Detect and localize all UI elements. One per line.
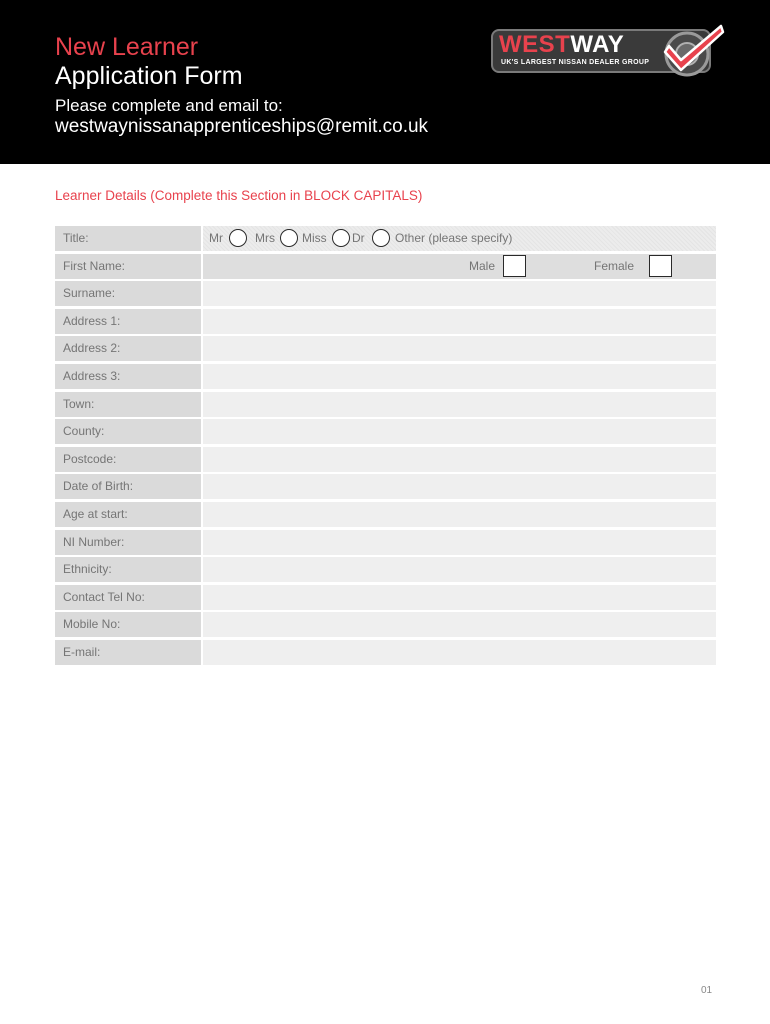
field-label: Town: [55, 392, 201, 417]
date-of-birth-field[interactable] [203, 474, 716, 499]
first-name-field[interactable] [203, 254, 716, 279]
form-title-line1: New Learner [55, 33, 199, 61]
town-field[interactable] [203, 392, 716, 417]
contact-tel-field[interactable] [203, 585, 716, 610]
submission-email: westwaynissanapprenticeships@remit.co.uk [55, 116, 429, 137]
learner-details-heading: Learner Details (Complete this Section in BLOCK CAPITALS) [55, 188, 423, 203]
field-label: Address 2: [55, 336, 201, 361]
field-label: Address 1: [55, 309, 201, 334]
field-label: County: [55, 419, 201, 444]
form-row [55, 612, 716, 637]
title-option-mr-label: Mr [209, 231, 223, 245]
county-field[interactable] [203, 419, 716, 444]
postcode-field[interactable] [203, 447, 716, 472]
page-number: 01 [701, 985, 713, 996]
form-row [55, 309, 716, 334]
first-name-label: First Name: [55, 254, 201, 279]
surname-field[interactable] [203, 281, 716, 306]
form-row [55, 557, 716, 582]
form-row [55, 585, 716, 610]
title-option-miss-label: Miss [302, 231, 327, 245]
form-row [55, 474, 716, 499]
field-label: Mobile No: [55, 612, 201, 637]
learner-details-form [55, 226, 716, 668]
title-row [55, 226, 716, 251]
title-radio-dr[interactable] [372, 229, 390, 247]
age-at-start-field[interactable] [203, 502, 716, 527]
field-label: Surname: [55, 281, 201, 306]
form-row [55, 392, 716, 417]
header-banner [0, 0, 770, 164]
logo-tagline: UK'S LARGEST NISSAN DEALER GROUP [501, 59, 650, 66]
ethnicity-field[interactable] [203, 557, 716, 582]
address-2-field[interactable] [203, 336, 716, 361]
mobile-field[interactable] [203, 612, 716, 637]
gender-male-label: Male [469, 258, 496, 273]
email-field[interactable] [203, 640, 716, 665]
form-row [55, 336, 716, 361]
logo-wordmark: WESTWAY [499, 31, 625, 58]
form-row [55, 364, 716, 389]
field-label: Address 3: [55, 364, 201, 389]
westway-logo [489, 22, 729, 78]
gender-male-checkbox[interactable] [503, 255, 526, 277]
form-row [55, 530, 716, 555]
form-row [55, 419, 716, 444]
field-label: Age at start: [55, 502, 201, 527]
title-label: Title: [55, 226, 201, 251]
first-name-row [55, 254, 716, 279]
field-label: Postcode: [55, 447, 201, 472]
field-label: E-mail: [55, 640, 201, 665]
field-label: Contact Tel No: [55, 585, 201, 610]
address-1-field[interactable] [203, 309, 716, 334]
gender-female-label: Female [594, 258, 635, 273]
title-radio-mrs[interactable] [280, 229, 298, 247]
form-title-line2: Application Form [55, 62, 243, 90]
checkmark-wheel-icon [659, 22, 727, 78]
email-instruction: Please complete and email to: [55, 96, 283, 115]
form-row [55, 447, 716, 472]
title-options [203, 226, 716, 251]
title-option-dr-label: Dr [352, 231, 365, 245]
field-label: Date of Birth: [55, 474, 201, 499]
form-row [55, 281, 716, 306]
field-label: Ethnicity: [55, 557, 201, 582]
title-radio-mr[interactable] [229, 229, 247, 247]
form-row [55, 640, 716, 665]
address-3-field[interactable] [203, 364, 716, 389]
form-row [55, 502, 716, 527]
title-option-other-label: Other (please specify) [395, 231, 513, 245]
title-radio-miss[interactable] [332, 229, 350, 247]
gender-female-checkbox[interactable] [649, 255, 672, 277]
ni-number-field[interactable] [203, 530, 716, 555]
field-label: NI Number: [55, 530, 201, 555]
title-option-mrs-label: Mrs [255, 231, 275, 245]
